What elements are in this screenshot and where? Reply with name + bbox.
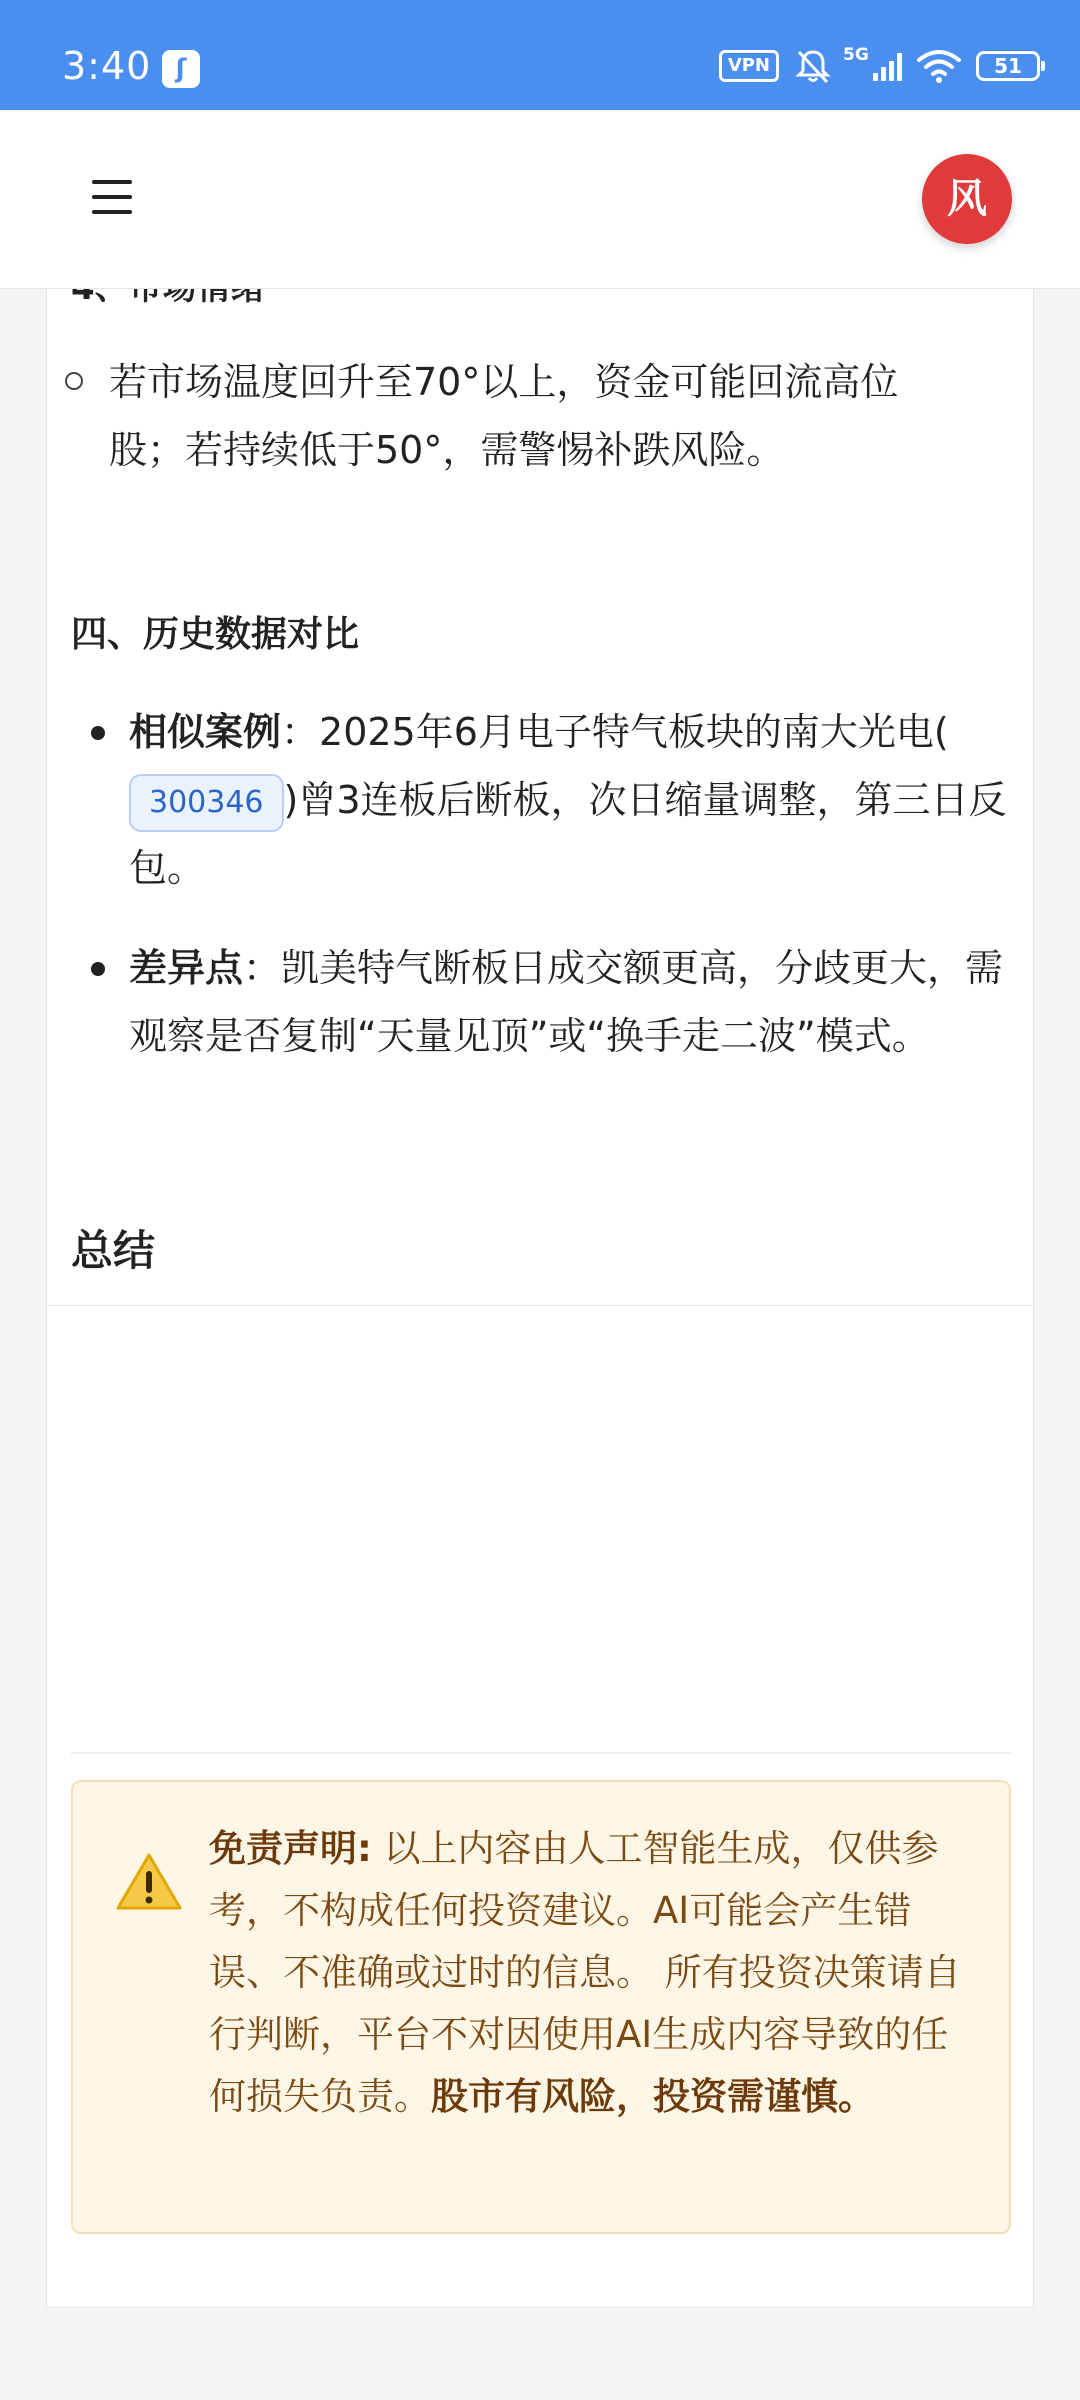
content-card — [46, 288, 1034, 1306]
bullet-text: )曾3连板后断板，次日缩量调整，第三日反包。 — [129, 778, 1007, 890]
app-header — [0, 110, 1080, 289]
list-item — [71, 934, 1011, 1070]
disclaimer-emphasis: 股市有风险，投资需谨慎。 — [431, 2075, 875, 2118]
section-title-history: 四、历史数据对比 — [71, 614, 360, 655]
notification-app-icon: ʃ — [162, 50, 200, 88]
disclaimer-box — [71, 1780, 1011, 2234]
list-item — [71, 698, 1011, 902]
list-item — [109, 348, 949, 484]
cellular-signal-icon — [843, 45, 902, 81]
warning-icon — [115, 1852, 183, 1912]
summary-title: 总结 — [71, 1226, 156, 1275]
bullet-text: ：凯美特气断板日成交额更高，分歧更大，需观察是否复制“天量见顶”或“换手走二波”模式。 — [129, 946, 1004, 1058]
bullet-icon — [91, 726, 105, 740]
list-item-text: 若市场温度回升至70°以上，资金可能回流高位股；若持续低于50°，需警惕补跌风险。 — [109, 360, 899, 472]
bell-muted-icon — [793, 46, 833, 86]
stock-code-chip[interactable]: 300346 — [129, 774, 284, 832]
disclaimer-body: 以上内容由人工智能生成，仅供参考，不构成任何投资建议。AI可能会产生错误、不准确或过时的信息。 所有投资决策请自行判断，平台不对因使用AI生成内容导致的任何损失负责。 — [209, 1827, 961, 2118]
status-icons — [719, 44, 1040, 88]
wifi-icon — [916, 48, 962, 84]
history-bullet-list — [71, 698, 1011, 1102]
menu-icon[interactable] — [92, 180, 132, 214]
bullet-icon — [91, 962, 105, 976]
battery-icon: 51 — [976, 51, 1040, 81]
status-time: 3:40 — [62, 44, 152, 88]
content-card-footer — [46, 1306, 1034, 2308]
bullet-text: ：2025年6月电子特气板块的南大光电( — [281, 710, 949, 754]
avatar[interactable]: 风 — [922, 154, 1012, 244]
circle-bullet-icon — [65, 372, 83, 390]
disclaimer-text — [209, 1818, 979, 2128]
divider — [71, 1752, 1011, 1754]
vpn-icon: VPN — [719, 50, 779, 82]
bullet-label: 相似案例 — [129, 710, 282, 754]
status-bar — [0, 0, 1080, 110]
bullet-label: 差异点 — [129, 946, 244, 990]
disclaimer-label: 免责声明: — [209, 1827, 372, 1870]
network-type: 5G — [843, 45, 869, 65]
